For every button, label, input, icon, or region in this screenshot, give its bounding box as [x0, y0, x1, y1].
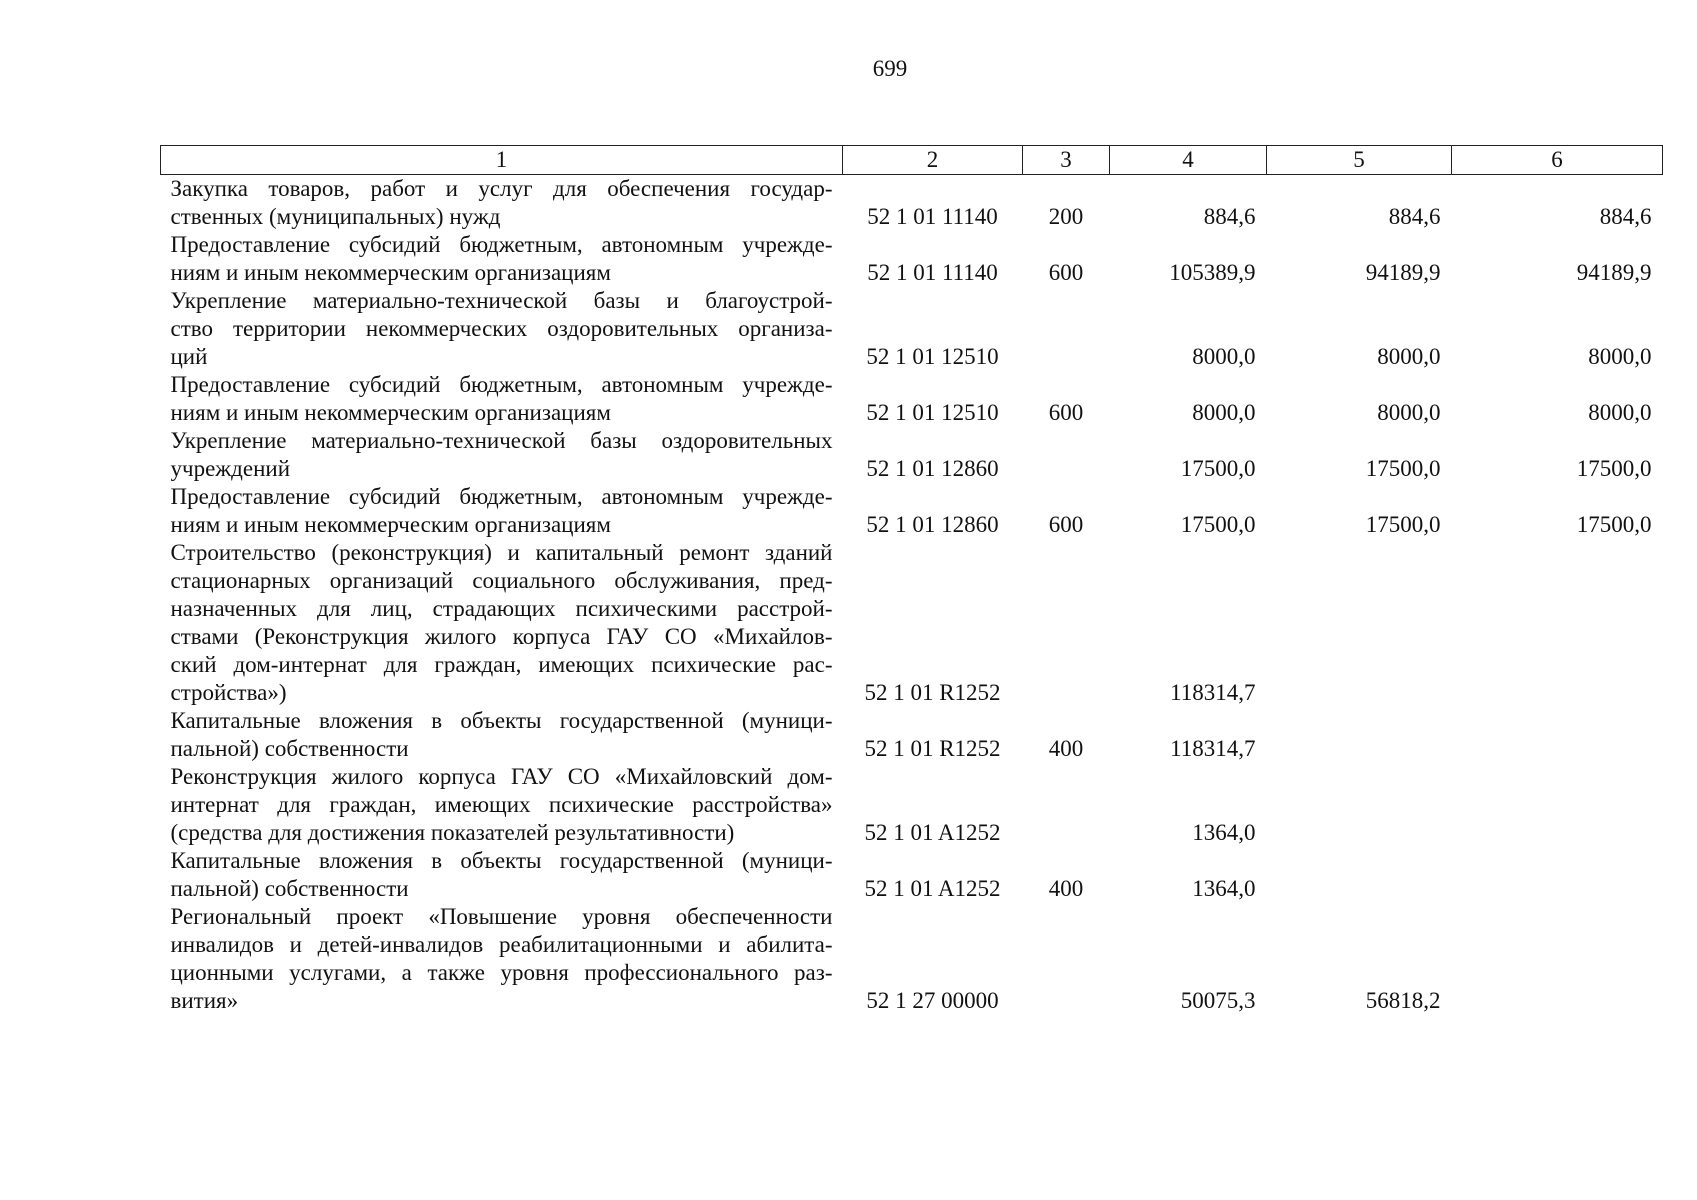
- expense-type: 400: [1048, 876, 1084, 901]
- row-name-line: Укрепление материально-технической базы оздоровительных: [170, 428, 833, 453]
- row-name-line: Реконструкция жилого корпуса ГАУ СО «Михайловский дом-: [170, 764, 833, 789]
- amount-col-5: 94189,9: [1365, 260, 1441, 285]
- amount-col-4: 1364,0: [1192, 820, 1256, 845]
- amount-col-5: [1267, 847, 1452, 903]
- row-name-line: пальной) собственности: [170, 876, 409, 901]
- amount-col-6: [1452, 903, 1663, 1015]
- amount-col-6: 17500,0: [1576, 456, 1652, 481]
- expense-type: [1023, 903, 1110, 1015]
- amount-col-6: 8000,0: [1588, 344, 1652, 369]
- row-name: [161, 763, 843, 847]
- amount-col-4: 1364,0: [1192, 876, 1256, 901]
- row-name: [161, 175, 843, 232]
- row-name-line: ниям и иным некоммерческим организациям: [170, 260, 611, 285]
- expense-type: [1023, 287, 1110, 371]
- table-row: [161, 231, 1663, 287]
- row-name-line: ниям и иным некоммерческим организациям: [170, 512, 611, 537]
- budget-code: 52 1 01 11140: [867, 204, 998, 229]
- budget-code: 52 1 01 12510: [866, 344, 999, 369]
- amount-col-4: 17500,0: [1180, 512, 1256, 537]
- row-name-line: назначенных для лиц, страдающих психическими расстрой-: [170, 596, 833, 621]
- row-name-line: Региональный проект «Повышение уровня обеспеченности: [170, 904, 833, 929]
- expense-type: 600: [1048, 512, 1084, 537]
- budget-code: 52 1 01 12860: [866, 512, 999, 537]
- amount-col-5: 8000,0: [1377, 400, 1441, 425]
- row-name-line: Капитальные вложения в объекты государственной (муници-: [170, 708, 833, 733]
- amount-col-4: 17500,0: [1180, 456, 1256, 481]
- amount-col-5: [1267, 539, 1452, 707]
- budget-code: 52 1 01 12860: [866, 456, 999, 481]
- row-name-line: ционными услугами, а также уровня профессионального раз-: [170, 960, 833, 985]
- row-name-line: вития»: [170, 988, 239, 1013]
- budget-code: 52 1 01 11140: [867, 260, 998, 285]
- table-row: [161, 539, 1663, 707]
- row-name-line: ственных (муниципальных) нужд: [170, 204, 501, 229]
- expense-type: 400: [1048, 736, 1084, 761]
- amount-col-5: 884,6: [1388, 204, 1441, 229]
- column-header-5: 5: [1267, 146, 1452, 175]
- amount-col-5: [1267, 707, 1452, 763]
- amount-col-5: 8000,0: [1377, 344, 1441, 369]
- row-name-line: Укрепление материально-технической базы и благоустрой-: [170, 288, 833, 313]
- row-name-line: Закупка товаров, работ и услуг для обеспечения государ-: [170, 176, 833, 201]
- budget-table: [160, 145, 1663, 1015]
- row-name-line: ский дом-интернат для граждан, имеющих психические рас-: [170, 652, 833, 677]
- row-name-line: ствами (Реконструкция жилого корпуса ГАУ СО «Михайлов-: [170, 624, 833, 649]
- column-header-2: 2: [843, 146, 1023, 175]
- row-name: [161, 427, 843, 483]
- expense-type: 200: [1048, 204, 1084, 229]
- column-header-6: 6: [1452, 146, 1663, 175]
- row-name: [161, 483, 843, 539]
- expense-type: [1023, 539, 1110, 707]
- amount-col-4: 118314,7: [1170, 736, 1256, 761]
- table-row: [161, 483, 1663, 539]
- header-row: [161, 146, 1663, 175]
- row-name-line: Капитальные вложения в объекты государственной (муници-: [170, 848, 833, 873]
- table-row: [161, 847, 1663, 903]
- row-name: [161, 287, 843, 371]
- column-header-1: 1: [161, 146, 843, 175]
- amount-col-6: [1452, 539, 1663, 707]
- row-name-line: инвалидов и детей-инвалидов реабилитационными и абилита-: [170, 932, 833, 957]
- amount-col-5: 56818,2: [1365, 988, 1441, 1013]
- budget-code: 52 1 01 A1252: [864, 820, 1001, 845]
- budget-code: 52 1 01 A1252: [864, 876, 1001, 901]
- column-header-4: 4: [1110, 146, 1267, 175]
- table-row: [161, 287, 1663, 371]
- table-row: [161, 175, 1663, 232]
- row-name: [161, 371, 843, 427]
- amount-col-5: 17500,0: [1365, 456, 1441, 481]
- expense-type: [1023, 763, 1110, 847]
- row-name-line: Предоставление субсидий бюджетным, автономным учрежде-: [170, 484, 833, 509]
- expense-type: 600: [1048, 400, 1084, 425]
- row-name-line: ниям и иным некоммерческим организациям: [170, 400, 611, 425]
- budget-code: 52 1 27 00000: [866, 988, 999, 1013]
- amount-col-5: 17500,0: [1365, 512, 1441, 537]
- table-row: [161, 903, 1663, 1015]
- amount-col-4: 8000,0: [1192, 400, 1256, 425]
- expense-type: [1023, 427, 1110, 483]
- budget-code: 52 1 01 R1252: [864, 680, 1001, 705]
- row-name-line: ций: [170, 344, 208, 369]
- row-name-line: стройства»): [170, 680, 287, 705]
- amount-col-4: 50075,3: [1180, 988, 1256, 1013]
- amount-col-6: [1452, 847, 1663, 903]
- table-row: [161, 763, 1663, 847]
- amount-col-4: 884,6: [1203, 204, 1256, 229]
- table-body: [161, 175, 1663, 1016]
- amount-col-6: 94189,9: [1576, 260, 1652, 285]
- amount-col-6: 884,6: [1599, 204, 1652, 229]
- row-name-line: стационарных организаций социального обслуживания, пред-: [170, 568, 833, 593]
- amount-col-6: [1452, 763, 1663, 847]
- amount-col-5: [1267, 763, 1452, 847]
- row-name: [161, 903, 843, 1015]
- page-number: 699: [872, 56, 908, 81]
- amount-col-6: 8000,0: [1588, 400, 1652, 425]
- amount-col-6: [1452, 707, 1663, 763]
- amount-col-4: 8000,0: [1192, 344, 1256, 369]
- table-row: [161, 427, 1663, 483]
- budget-code: 52 1 01 12510: [866, 400, 999, 425]
- expense-type: 600: [1048, 260, 1084, 285]
- row-name-line: пальной) собственности: [170, 736, 409, 761]
- amount-col-4: 105389,9: [1169, 260, 1256, 285]
- row-name-line: ство территории некоммерческих оздоровительных организа-: [170, 316, 833, 341]
- row-name-line: Предоставление субсидий бюджетным, автономным учрежде-: [170, 372, 833, 397]
- table-row: [161, 371, 1663, 427]
- table-header: [161, 146, 1663, 175]
- table-row: [161, 707, 1663, 763]
- row-name-line: учреждений: [170, 456, 291, 481]
- row-name: [161, 539, 843, 707]
- row-name-line: Строительство (реконструкция) и капитальный ремонт зданий: [170, 540, 833, 565]
- row-name: [161, 707, 843, 763]
- amount-col-4: 118314,7: [1170, 680, 1256, 705]
- row-name: [161, 847, 843, 903]
- row-name-line: интернат для граждан, имеющих психические расстройства»: [170, 792, 833, 817]
- amount-col-6: 17500,0: [1576, 512, 1652, 537]
- row-name-line: Предоставление субсидий бюджетным, автономным учрежде-: [170, 232, 833, 257]
- budget-code: 52 1 01 R1252: [864, 736, 1001, 761]
- row-name: [161, 231, 843, 287]
- row-name-line: (средства для достижения показателей результативности): [170, 820, 735, 845]
- column-header-3: 3: [1023, 146, 1110, 175]
